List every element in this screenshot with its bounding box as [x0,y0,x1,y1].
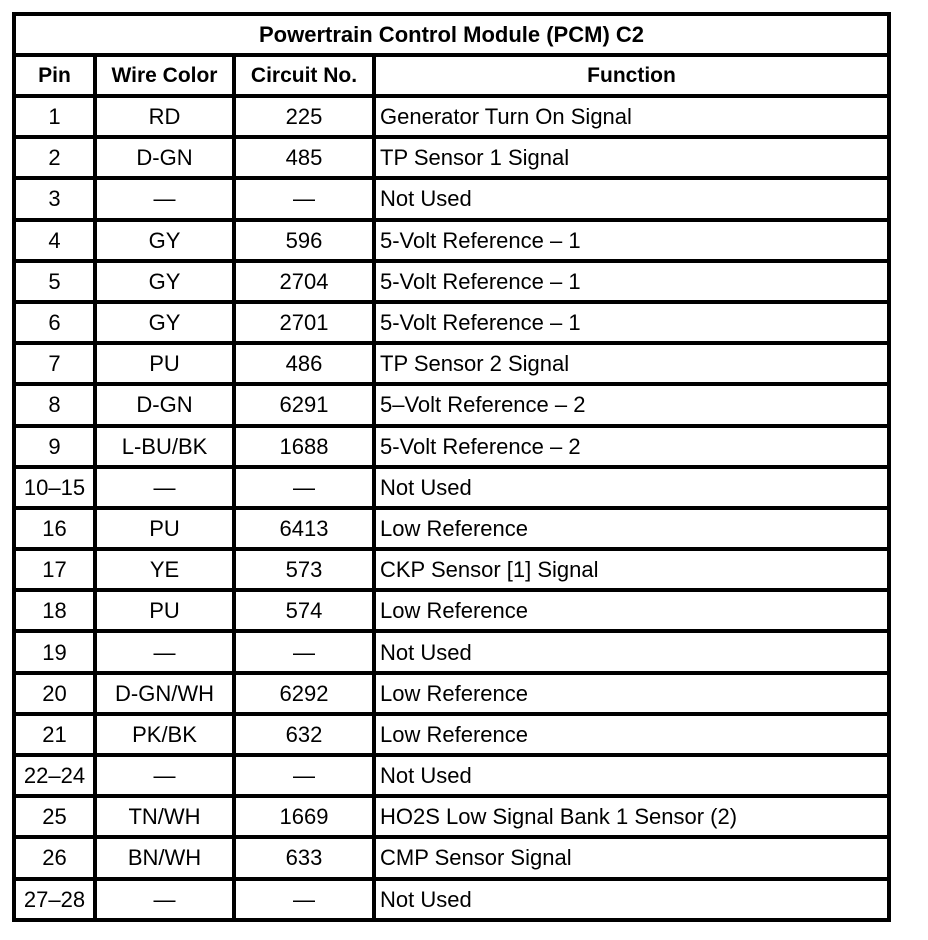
pin-cell: 26 [16,839,97,880]
table-row [16,469,891,510]
wire-color-cell: D-GN [97,386,236,427]
pin-cell: 27–28 [16,881,97,922]
wire-color-cell: PU [97,345,236,386]
wire-color-cell: L-BU/BK [97,428,236,469]
table-row [16,675,891,716]
table-row [16,222,891,263]
pin-cell: 20 [16,675,97,716]
header-function: Function [376,57,891,98]
wire-color-cell: — [97,180,236,221]
function-cell: Low Reference [376,510,891,551]
header-circuit-no: Circuit No. [236,57,376,98]
pin-cell: 19 [16,633,97,674]
circuit-no-cell: 6292 [236,675,376,716]
wire-color-cell: D-GN [97,139,236,180]
table-row [16,386,891,427]
wire-color-cell: — [97,881,236,922]
wire-color-cell: GY [97,304,236,345]
table-row [16,304,891,345]
wire-color-cell: TN/WH [97,798,236,839]
function-cell: Generator Turn On Signal [376,98,891,139]
circuit-no-cell: 632 [236,716,376,757]
pin-cell: 17 [16,551,97,592]
pin-cell: 6 [16,304,97,345]
wire-color-cell: D-GN/WH [97,675,236,716]
wire-color-cell: BN/WH [97,839,236,880]
circuit-no-cell: 6413 [236,510,376,551]
table-row [16,757,891,798]
pcm-c2-table [12,12,891,922]
wire-color-cell: — [97,633,236,674]
pin-cell: 25 [16,798,97,839]
pin-cell: 18 [16,592,97,633]
table-row [16,716,891,757]
table-row [16,263,891,304]
pin-cell: 9 [16,428,97,469]
circuit-no-cell: 596 [236,222,376,263]
pin-cell: 21 [16,716,97,757]
circuit-no-cell: — [236,469,376,510]
circuit-no-cell: 225 [236,98,376,139]
table-row [16,98,891,139]
function-cell: TP Sensor 2 Signal [376,345,891,386]
wire-color-cell: YE [97,551,236,592]
function-cell: Not Used [376,757,891,798]
circuit-no-cell: 1669 [236,798,376,839]
wire-color-cell: PK/BK [97,716,236,757]
circuit-no-cell: 486 [236,345,376,386]
wire-color-cell: RD [97,98,236,139]
function-cell: HO2S Low Signal Bank 1 Sensor (2) [376,798,891,839]
circuit-no-cell: — [236,881,376,922]
pin-cell: 7 [16,345,97,386]
pin-cell: 4 [16,222,97,263]
function-cell: Not Used [376,180,891,221]
function-cell: TP Sensor 1 Signal [376,139,891,180]
function-cell: Not Used [376,633,891,674]
circuit-no-cell: — [236,757,376,798]
function-cell: CKP Sensor [1] Signal [376,551,891,592]
circuit-no-cell: 1688 [236,428,376,469]
circuit-no-cell: — [236,180,376,221]
function-cell: Low Reference [376,592,891,633]
circuit-no-cell: — [236,633,376,674]
pin-cell: 16 [16,510,97,551]
function-cell: 5-Volt Reference – 1 [376,263,891,304]
circuit-no-cell: 633 [236,839,376,880]
function-cell: Low Reference [376,675,891,716]
title-row [16,16,891,57]
function-cell: Not Used [376,469,891,510]
header-wire-color: Wire Color [97,57,236,98]
pin-cell: 22–24 [16,757,97,798]
function-cell: 5-Volt Reference – 2 [376,428,891,469]
circuit-no-cell: 6291 [236,386,376,427]
circuit-no-cell: 2704 [236,263,376,304]
table-row [16,428,891,469]
pin-cell: 10–15 [16,469,97,510]
wire-color-cell: GY [97,222,236,263]
table-body [16,98,891,922]
table-row [16,633,891,674]
table-row [16,592,891,633]
pin-cell: 2 [16,139,97,180]
table-row [16,180,891,221]
function-cell: CMP Sensor Signal [376,839,891,880]
table-row [16,510,891,551]
pin-cell: 8 [16,386,97,427]
pin-cell: 5 [16,263,97,304]
circuit-no-cell: 2701 [236,304,376,345]
wire-color-cell: PU [97,510,236,551]
wire-color-cell: GY [97,263,236,304]
pin-cell: 3 [16,180,97,221]
table-row [16,551,891,592]
circuit-no-cell: 574 [236,592,376,633]
function-cell: Not Used [376,881,891,922]
function-cell: 5-Volt Reference – 1 [376,304,891,345]
table-row [16,345,891,386]
table-row [16,139,891,180]
function-cell: 5–Volt Reference – 2 [376,386,891,427]
circuit-no-cell: 485 [236,139,376,180]
pin-cell: 1 [16,98,97,139]
table-row [16,839,891,880]
wire-color-cell: PU [97,592,236,633]
circuit-no-cell: 573 [236,551,376,592]
table-title: Powertrain Control Module (PCM) C2 [16,16,891,57]
header-pin: Pin [16,57,97,98]
function-cell: Low Reference [376,716,891,757]
wire-color-cell: — [97,757,236,798]
header-row [16,57,891,98]
table-row [16,881,891,922]
function-cell: 5-Volt Reference – 1 [376,222,891,263]
wire-color-cell: — [97,469,236,510]
table-row [16,798,891,839]
